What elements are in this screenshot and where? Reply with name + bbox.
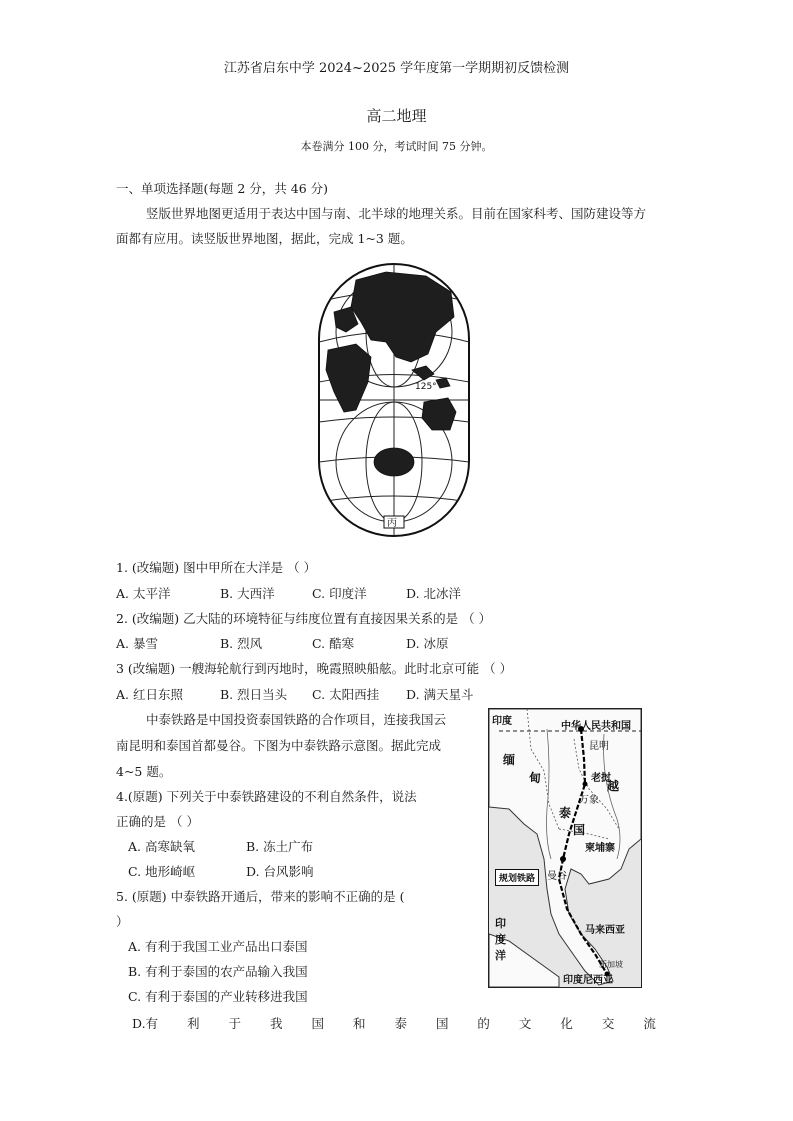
q5-stem-line-2: ） <box>116 914 129 929</box>
q2-options <box>116 635 449 653</box>
q2-option-b[interactable]: B. 烈风 <box>220 636 263 651</box>
label-125: 125° <box>415 382 437 392</box>
q4-stem-line-2: 正确的是 （ ） <box>116 814 199 829</box>
label-bing: 丙 <box>387 518 397 529</box>
q3-option-a[interactable]: A. 红日东照 <box>116 687 183 702</box>
q3-options <box>116 686 474 704</box>
q5-d-char: D.有 <box>132 1016 159 1031</box>
q4-options-row-1 <box>128 838 313 856</box>
subject-title: 高二地理 <box>366 107 427 125</box>
map-label-malaysia: 马来西亚 <box>585 925 625 936</box>
vertical-world-map <box>316 262 472 540</box>
q5-option-c[interactable]: C. 有利于泰国的产业转移进我国 <box>128 989 308 1004</box>
q2-stem: 2. (改编题) 乙大陆的环境特征与纬度位置有直接因果关系的是 （ ） <box>116 611 492 626</box>
map-label-myanmar-2: 甸 <box>529 771 542 785</box>
section-title: 一、单项选择题(每题 2 分，共 46 分) <box>116 181 329 196</box>
intro-line-2: 面都有应用。读竖版世界地图，据此，完成 1~3 题。 <box>116 231 413 246</box>
map-label-china: 中华人民共和国 <box>561 721 631 732</box>
q5-d-char: 文 <box>518 1016 532 1031</box>
map-label-indian-ocean-1: 印 <box>495 917 506 930</box>
q1-option-b[interactable]: B. 大西洋 <box>220 586 275 601</box>
school-title: 江苏省启东中学 2024~2025 学年度第一学期期初反馈检测 <box>223 61 570 76</box>
q1-options <box>116 585 461 603</box>
q5-d-char: 我 <box>270 1016 283 1031</box>
q4-option-c[interactable]: C. 地形崎岖 <box>128 864 196 879</box>
map-label-singapore: 新加坡 <box>599 960 623 969</box>
map-label-kunming: 昆明 <box>589 741 609 752</box>
rail-intro-line-2: 南昆明和泰国首都曼谷。下图为中泰铁路示意图。据此完成 <box>116 738 442 753</box>
q5-option-d[interactable] <box>132 1015 656 1033</box>
q4-options-row-2 <box>128 863 314 881</box>
q5-stem-line-1: 5. (原题) 中泰铁路开通后，带来的影响不正确的是 ( <box>116 889 405 904</box>
q5-d-char: 国 <box>311 1016 324 1031</box>
q5-d-char: 于 <box>228 1016 242 1031</box>
map-label-thailand: 泰 <box>559 806 572 820</box>
china-thailand-railway-map <box>488 708 642 988</box>
q5-d-char: 和 <box>352 1016 366 1031</box>
q3-option-b[interactable]: B. 烈日当头 <box>220 687 288 702</box>
map-label-laos: 老挝 <box>591 773 611 784</box>
q1-stem: 1. (改编题) 图中甲所在大洋是 （ ） <box>116 560 317 575</box>
map-label-myanmar-1: 缅 <box>503 753 516 767</box>
q5-d-char: 的 <box>477 1016 490 1031</box>
map-label-country: 国 <box>573 823 586 837</box>
intro-line-1: 竖版世界地图更适用于表达中国与南、北半球的地理关系。目前在国家科考、国防建设等方 <box>146 206 647 221</box>
map-label-indian-ocean-3: 洋 <box>495 949 506 962</box>
q2-option-a[interactable]: A. 暴雪 <box>116 636 158 651</box>
map-legend-planned-railway: 规划铁路 <box>495 869 539 886</box>
q2-option-d[interactable]: D. 冰原 <box>406 636 449 651</box>
q5-d-char: 化 <box>560 1016 573 1031</box>
map-label-cambodia: 柬埔寨 <box>585 843 615 854</box>
rail-intro-line-3: 4~5 题。 <box>116 764 172 779</box>
map-label-bangkok: 曼谷 <box>547 871 567 882</box>
map-label-vietnam: 越 <box>607 779 620 793</box>
q4-option-d[interactable]: D. 台风影响 <box>246 864 314 879</box>
q5-d-char: 国 <box>435 1016 449 1031</box>
q5-option-a[interactable]: A. 有利于我国工业产品出口泰国 <box>128 939 308 954</box>
exam-info: 本卷满分 100 分，考试时间 75 分钟。 <box>300 140 493 153</box>
q5-d-char: 利 <box>187 1016 200 1031</box>
q3-stem: 3 (改编题) 一艘海轮航行到丙地时，晚霞照映船舷。此时北京可能 （ ） <box>116 661 513 676</box>
q1-option-d[interactable]: D. 北冰洋 <box>406 586 462 601</box>
q1-option-a[interactable]: A. 太平洋 <box>116 586 171 601</box>
q4-option-b[interactable]: B. 冻土广布 <box>246 839 314 854</box>
rail-intro-line-1: 中泰铁路是中国投资泰国铁路的合作项目，连接我国云 <box>146 712 447 727</box>
q5-option-b[interactable]: B. 有利于泰国的农产品输入我国 <box>128 964 308 979</box>
q5-d-char: 泰 <box>394 1016 407 1031</box>
q4-option-a[interactable]: A. 高寒缺氧 <box>128 839 195 854</box>
map-label-vientiane: 万象 <box>579 795 599 806</box>
q5-d-char: 交 <box>601 1016 615 1031</box>
q5-d-char: 流 <box>643 1016 656 1031</box>
q3-option-d[interactable]: D. 满天星斗 <box>406 687 474 702</box>
map-label-india: 印度 <box>492 716 512 727</box>
q2-option-c[interactable]: C. 酷寒 <box>312 636 355 651</box>
q4-stem-line-1: 4.(原题) 下列关于中泰铁路建设的不利自然条件，说法 <box>116 789 417 804</box>
q1-option-c[interactable]: C. 印度洋 <box>312 586 367 601</box>
map-label-indonesia: 印度尼西亚 <box>563 975 613 986</box>
map-label-indian-ocean-2: 度 <box>495 933 506 946</box>
q3-option-c[interactable]: C. 太阳西挂 <box>312 687 380 702</box>
